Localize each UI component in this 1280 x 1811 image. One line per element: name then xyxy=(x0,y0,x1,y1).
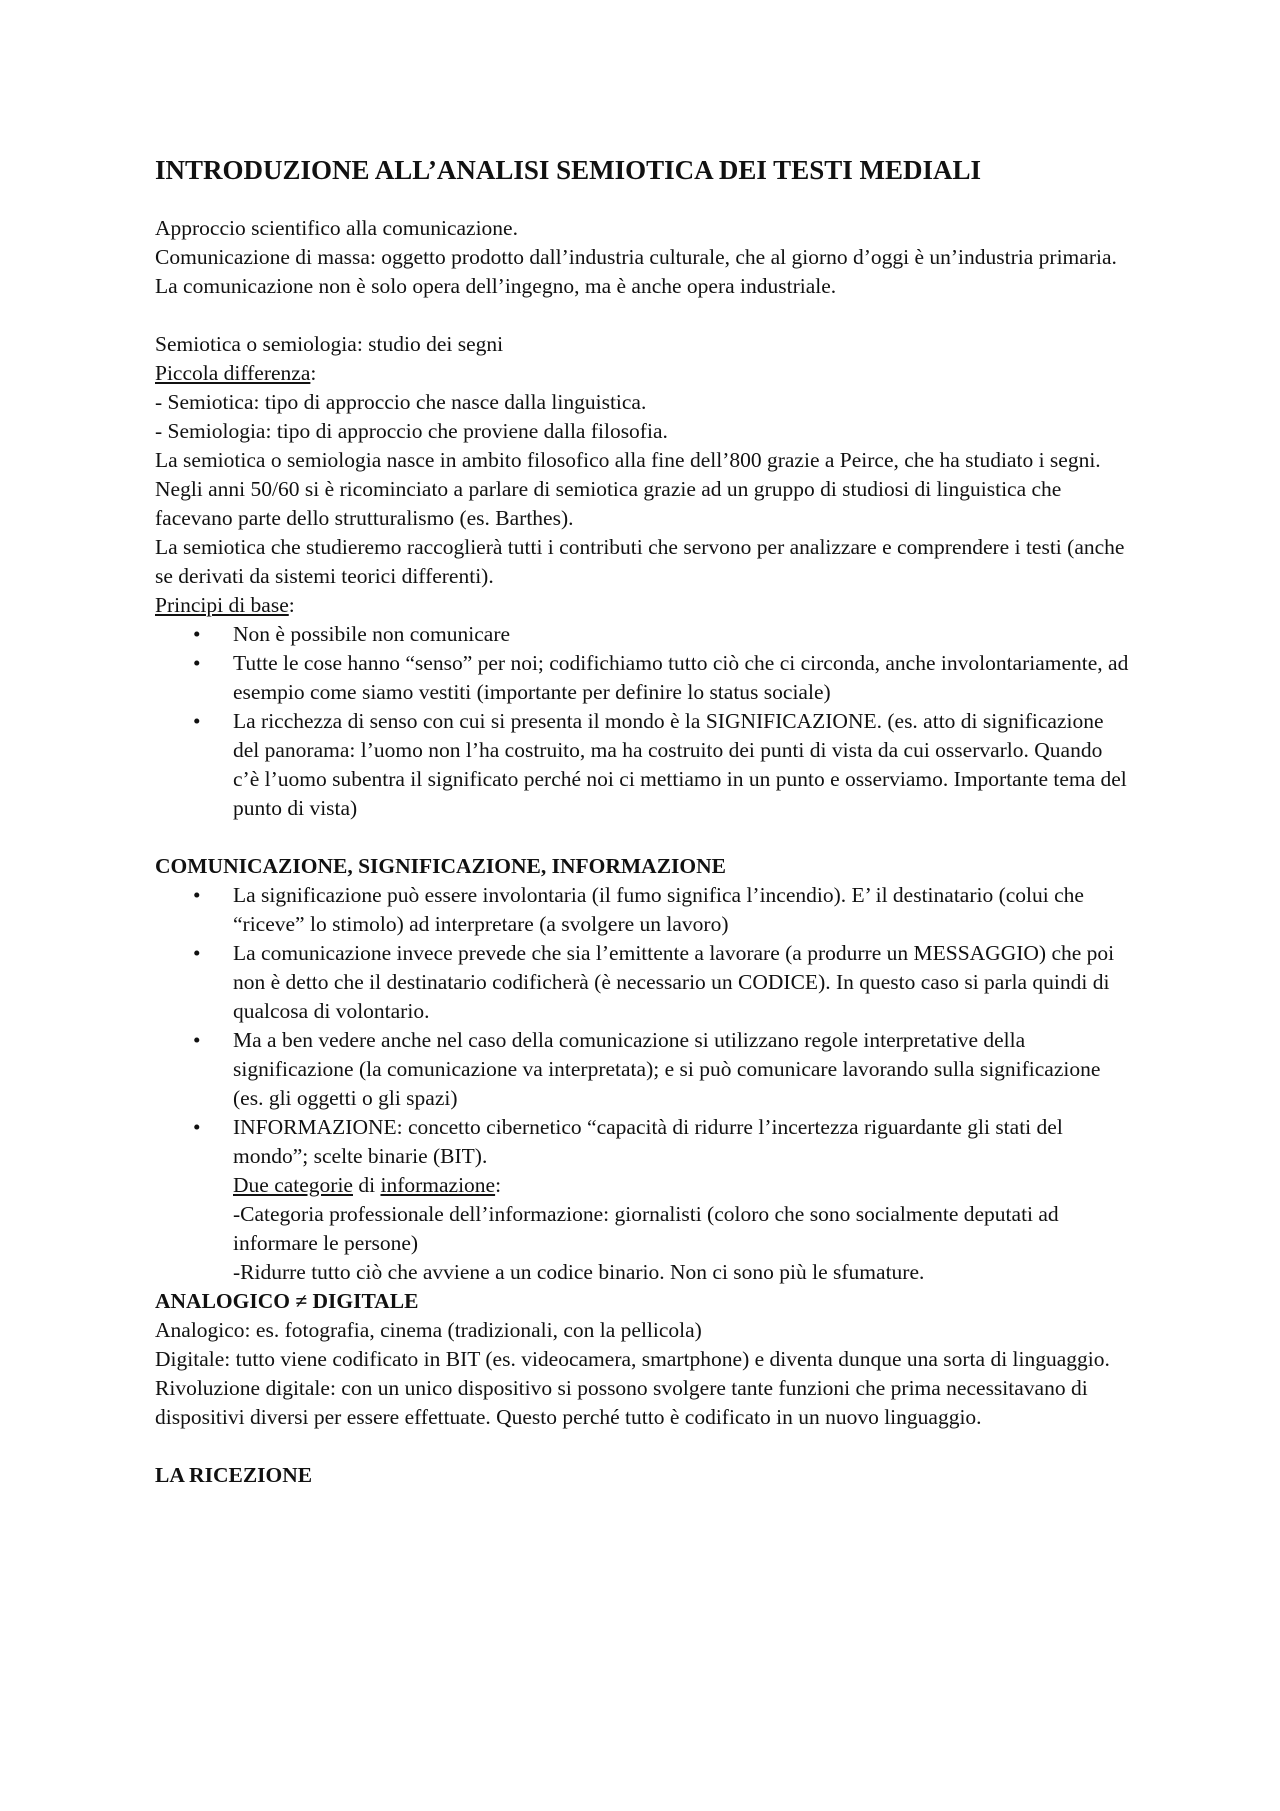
list-item-text: Tutte le cose hanno “senso” per noi; codifichiamo tutto ciò che ci circonda, anche involontariamente, ad esempio come siamo vestiti (importante per definire lo status sociale) xyxy=(233,651,1129,704)
bullet-icon: • xyxy=(193,651,201,675)
list-item xyxy=(155,620,1130,649)
bullet-icon: • xyxy=(193,1028,201,1052)
principi-list xyxy=(155,620,1130,823)
principi-colon: : xyxy=(288,593,295,617)
bullet-icon: • xyxy=(193,941,201,965)
principi-label: Principi di base xyxy=(155,593,289,617)
list-item-text: Ma a ben vedere anche nel caso della comunicazione si utilizzano regole interpretative della significazione (la comunicazione va interpretata); e si può comunicare lavorando sulla significazione (es. gli oggetti o gli spazi) xyxy=(233,1028,1101,1110)
section-heading-ricezione: LA RICEZIONE xyxy=(155,1463,313,1487)
intro-paragraph-1: Approccio scientifico alla comunicazione. xyxy=(155,216,518,240)
categoria-item-1: -Categoria professionale dell’informazione: giornalisti (coloro che sono socialmente deputati ad informare le persone) xyxy=(233,1202,1059,1255)
categorie-label-line xyxy=(155,1171,1130,1200)
list-item-text: La significazione può essere involontaria (il fumo significa l’incendio). E’ il destinatario (colui che “riceve” lo stimolo) ad interpretare (a svolgere un lavoro) xyxy=(233,883,1084,936)
spacer xyxy=(155,1432,1130,1461)
section-heading-analogico: ANALOGICO ≠ DIGITALE xyxy=(155,1289,419,1313)
differenza-item-semiologia: - Semiologia: tipo di approccio che proviene dalla filosofia. xyxy=(155,419,668,443)
list-item-text: Non è possibile non comunicare xyxy=(233,622,511,646)
bullet-icon: • xyxy=(193,883,201,907)
list-item xyxy=(155,939,1130,1026)
semiotica-definition: Semiotica o semiologia: studio dei segni xyxy=(155,332,504,356)
list-item-text: INFORMAZIONE: concetto cibernetico “capacità di ridurre l’incertezza riguardante gli stati del mondo”; scelte binarie (BIT). xyxy=(233,1115,1063,1168)
informazione-label: informazione xyxy=(380,1173,496,1197)
principi-label-line xyxy=(155,591,1130,620)
list-item xyxy=(155,1026,1130,1113)
list-item-text: La ricchezza di senso con cui si presenta il mondo è la SIGNIFICAZIONE. (es. atto di significazione del panorama: l’uomo non l’ha costruito, ma ha costruito dei punti di vista da cui osservarlo. Quando c’è l’uomo subentra il significato perché noi ci mettiamo in un punto e osserviamo. Importante tema del punto di vista) xyxy=(233,709,1127,820)
categorie-colon: : xyxy=(495,1173,502,1197)
list-item xyxy=(155,881,1130,939)
bullet-icon: • xyxy=(193,709,201,733)
section-heading-comunicazione: COMUNICAZIONE, SIGNIFICAZIONE, INFORMAZIONE xyxy=(155,854,726,878)
list-item xyxy=(155,649,1130,707)
intro-paragraph-2: Comunicazione di massa: oggetto prodotto dall’industria culturale, che al giorno d’oggi è un’industria primaria. La comunicazione non è solo opera dell’ingegno, ma è anche opera industriale. xyxy=(155,245,1117,298)
list-item xyxy=(155,1113,1130,1171)
bullet-icon: • xyxy=(193,622,201,646)
analogico-paragraph: Analogico: es. fotografia, cinema (tradizionali, con la pellicola) xyxy=(155,1318,702,1342)
differenza-item-semiotica: - Semiotica: tipo di approccio che nasce dalla linguistica. xyxy=(155,390,647,414)
differenza-colon: : xyxy=(310,361,317,385)
categorie-label: Due categorie xyxy=(233,1173,353,1197)
semiotica-scope-paragraph: La semiotica che studieremo raccoglierà tutti i contributi che servono per analizzare e comprendere i testi (anche se derivati da sistemi teorici differenti). xyxy=(155,535,1125,588)
rivoluzione-paragraph: Rivoluzione digitale: con un unico dispositivo si possono svolgere tante funzioni che prima necessitavano di dispositivi diversi per essere effettuate. Questo perché tutto è codificato in un nuovo linguaggio. xyxy=(155,1376,1088,1429)
spacer xyxy=(155,823,1130,852)
list-item xyxy=(155,707,1130,823)
page-title: INTRODUZIONE ALL’ANALISI SEMIOTICA DEI TESTI MEDIALI xyxy=(155,155,981,185)
list-item-text: La comunicazione invece prevede che sia l’emittente a lavorare (a produrre un MESSAGGIO) che poi non è detto che il destinatario codificherà (è necessario un CODICE). In questo caso si parla quindi di qualcosa di volontario. xyxy=(233,941,1115,1023)
differenza-label-line xyxy=(155,359,1130,388)
semiotica-history-paragraph: La semiotica o semiologia nasce in ambito filosofico alla fine dell’800 grazie a Peirce, che ha studiato i segni. Negli anni 50/60 si è ricominciato a parlare di semiotica grazie ad un gruppo di studiosi di linguistica che facevano parte dello strutturalismo (es. Barthes). xyxy=(155,448,1101,530)
spacer xyxy=(155,301,1130,330)
categoria-item-2: -Ridurre tutto ciò che avviene a un codice binario. Non ci sono più le sfumature. xyxy=(233,1260,925,1284)
comunicazione-list xyxy=(155,881,1130,1171)
bullet-icon: • xyxy=(193,1115,201,1139)
digitale-paragraph: Digitale: tutto viene codificato in BIT (es. videocamera, smartphone) e diventa dunque una sorta di linguaggio. xyxy=(155,1347,1110,1371)
differenza-label: Piccola differenza xyxy=(155,361,311,385)
categorie-connector: di xyxy=(352,1173,381,1197)
